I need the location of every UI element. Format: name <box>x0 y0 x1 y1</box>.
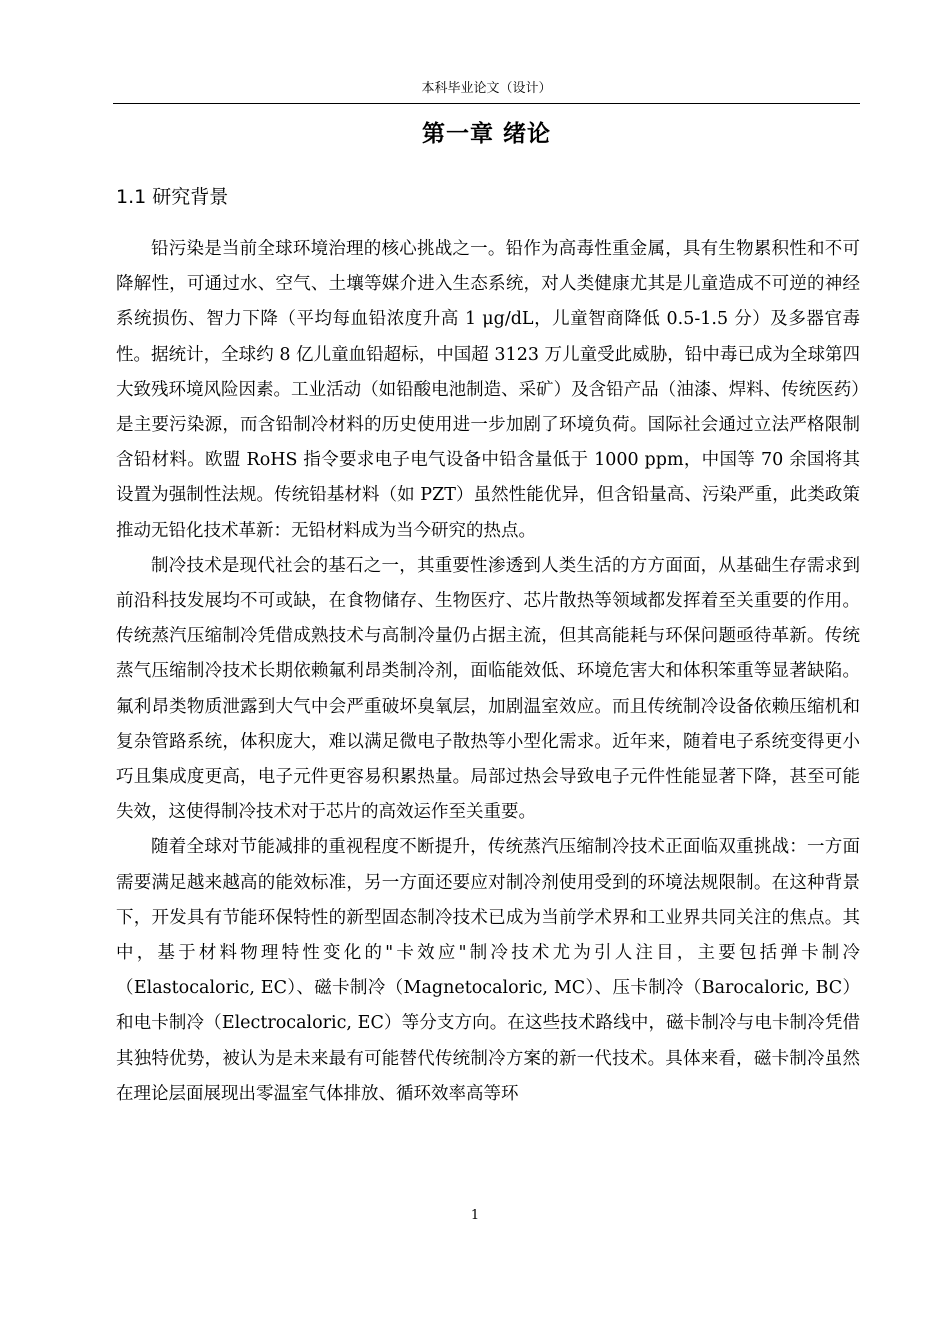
paragraph: 铅污染是当前全球环境治理的核心挑战之一。铅作为高毒性重金属，具有生物累积性和不可降解性，可通过水、空气、土壤等媒介进入生态系统，对人类健康尤其是儿童造成不可逆的神经系统损伤、智力下降（平均每血铅浓度升高 1 μg/dL，儿童智商降低 0.5-1.5 分）及多器官毒性。据统计，全球约 8 亿儿童血铅超标，中国超 3123 万儿童受此威胁，铅中毒已成为全球第四大致残环境风险因素。工业活动（如铅酸电池制造、采矿）及含铅产品（油漆、焊料、传统医药）是主要污染源，而含铅制冷材料的历史使用进一步加剧了环境负荷。国际社会通过立法严格限制含铅材料。欧盟 RoHS 指令要求电子电气设备中铅含量低于 1000 ppm，中国等 70 余国将其设置为强制性法规。传统铅基材料（如 PZT）虽然性能优异，但含铅量高、污染严重，此类政策推动无铅化技术革新：无铅材料成为当今研究的热点。 <box>116 239 860 541</box>
running-header: 本科毕业论文（设计） <box>421 81 552 96</box>
chapter-title: 第一章 绪论 <box>421 121 551 147</box>
page-number: 1 <box>470 1208 480 1223</box>
section-heading: 1.1 研究背景 <box>116 186 229 208</box>
body-text <box>116 232 860 1112</box>
header-rule <box>113 103 860 104</box>
paragraph: 制冷技术是现代社会的基石之一，其重要性渗透到人类生活的方方面面，从基础生存需求到前沿科技发展均不可或缺，在食物储存、生物医疗、芯片散热等领域都发挥着至关重要的作用。传统蒸汽压缩制冷凭借成熟技术与高制冷量仍占据主流，但其高能耗与环保问题亟待革新。传统蒸气压缩制冷技术长期依赖氟利昂类制冷剂，面临能效低、环境危害大和体积笨重等显著缺陷。氟利昂类物质泄露到大气中会严重破坏臭氧层，加剧温室效应。而且传统制冷设备依赖压缩机和复杂管路系统，体积庞大，难以满足微电子散热等小型化需求。近年来，随着电子系统变得更小巧且集成度更高，电子元件更容易积累热量。局部过热会导致电子元件性能显著下降，甚至可能失效，这使得制冷技术对于芯片的高效运作至关重要。 <box>116 555 860 823</box>
paragraph: 随着全球对节能减排的重视程度不断提升，传统蒸汽压缩制冷技术正面临双重挑战：一方面需要满足越来越高的能效标准，另一方面还要应对制冷剂使用受到的环境法规限制。在这种背景下，开发具有节能环保特性的新型固态制冷技术已成为当前学术界和工业界共同关注的焦点。其中，基于材料物理特性变化的"卡效应"制冷技术尤为引人注目，主要包括弹卡制冷（Elastocaloric, EC）、磁卡制冷（Magnetocaloric, MC）、压卡制冷（Barocaloric, BC）和电卡制冷（Electrocaloric, EC）等分支方向。在这些技术路线中，磁卡制冷与电卡制冷凭借其独特优势，被认为是未来最有可能替代传统制冷方案的新一代技术。具体来看，磁卡制冷虽然在理论层面展现出零温室气体排放、循环效率高等环 <box>116 837 860 1104</box>
